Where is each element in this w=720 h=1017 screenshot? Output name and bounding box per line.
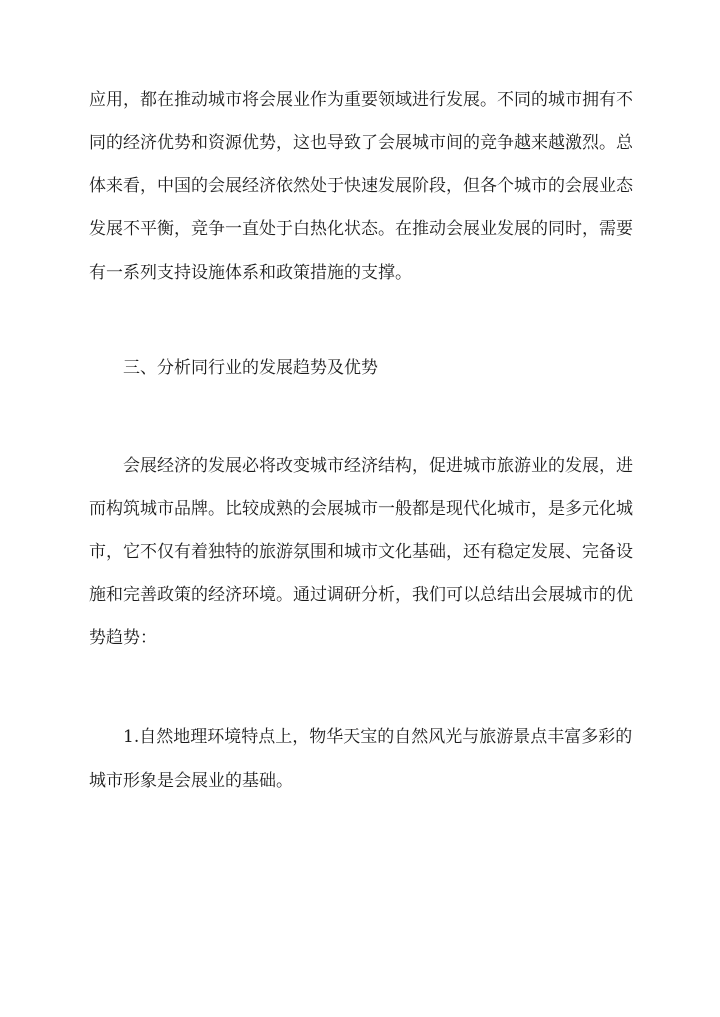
paragraph-1-line-2: 同的经济优势和资源优势，这也导致了会展城市间的竞争越来越激烈。总 — [89, 133, 633, 153]
paragraph-3-line-2: 城市形象是会展业的基础。 — [89, 771, 293, 791]
paragraph-1-line-3: 体来看，中国的会展经济依然处于快速发展阶段，但各个城市的会展业态 — [89, 176, 633, 196]
paragraph-2-line-3: 市，它不仅有着独特的旅游氛围和城市文化基础，还有稳定发展、完备设 — [89, 542, 633, 562]
paragraph-1-line-4: 发展不平衡，竞争一直处于白热化状态。在推动会展业发展的同时，需要 — [89, 219, 633, 239]
paragraph-1-line-5: 有一系列支持设施体系和政策措施的支撑。 — [89, 263, 412, 283]
paragraph-1-line-1: 应用，都在推动城市将会展业作为重要领域进行发展。不同的城市拥有不 — [89, 90, 633, 110]
paragraph-2-line-1: 会展经济的发展必将改变城市经济结构，促进城市旅游业的发展，进 — [123, 456, 633, 476]
paragraph-2-line-5: 势趋势： — [89, 628, 157, 648]
section-heading: 三、分析同行业的发展趋势及优势 — [123, 358, 378, 378]
paragraph-2-line-4: 施和完善政策的经济环境。通过调研分析，我们可以总结出会展城市的优 — [89, 585, 633, 605]
paragraph-2-line-2: 而构筑城市品牌。比较成熟的会展城市一般都是现代化城市，是多元化城 — [89, 499, 633, 519]
paragraph-3-line-1: 1.自然地理环境特点上，物华天宝的自然风光与旅游景点丰富多彩的 — [123, 727, 633, 747]
